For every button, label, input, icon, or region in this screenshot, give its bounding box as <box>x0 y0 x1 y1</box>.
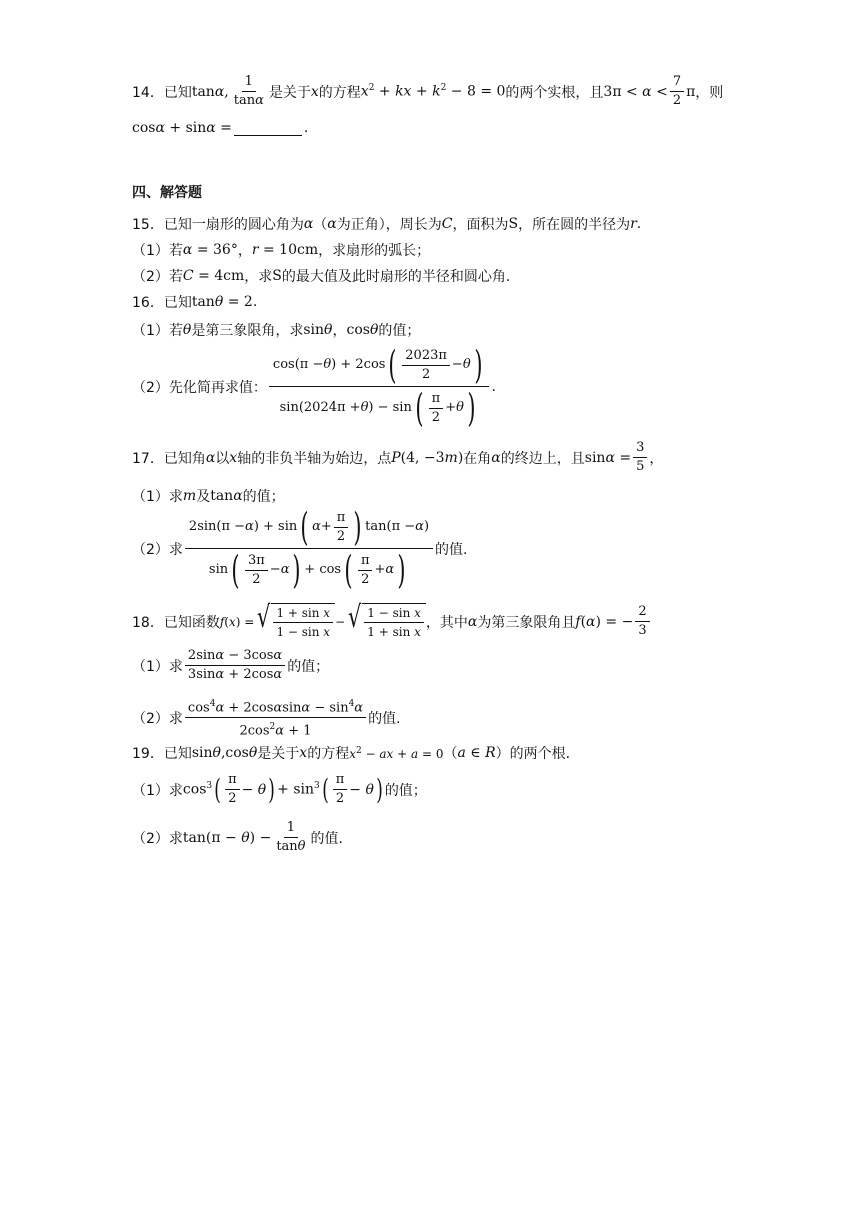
q15-stem: 15． 已知一扇形的圆心角为 α （ α 为正角），周长为 C ，面积为 S ，所在圆的半径为 r . <box>132 216 642 233</box>
q14-equation: $x^2$ + kx + $k^2 - 8 = 0$ <box>360 83 506 100</box>
section-heading: 四、解答题 <box>132 185 202 201</box>
q18-stem: 18． 已知函数 f(x) = √ $\frac{\text{1 + sin x}}{\text{1 − sin x}}$ − √ $\frac{\text{1 − sin x}}{\text{1 + sin x}}$ ，其中 α 为第三象限角且 f(α) = − $\frac{2}{3}$ <box>132 603 652 640</box>
q14-range: 3π < α < <box>603 83 668 100</box>
q18-part1: （1）求 $\frac{2\sin\alpha - 3\cos\alpha}{3\sin\alpha + 2\cos\alpha}$ 的值； <box>132 648 330 682</box>
q16-fraction: cos(π − θ ) + 2cos ( $\frac{2023\pi}{2}$ − θ ) sin(2024π + θ ) − sin ( $\frac{\pi}{2}$ + θ ) <box>269 346 490 427</box>
q18-part2: （2）求 $\frac{\cos^4\alpha + 2\cos\alpha\sin\alpha - \sin^4\alpha}{2\cos^2\alpha + 1}$ 的值. <box>132 696 401 740</box>
q17-part1: （1）求 m 及 tanα 的值； <box>132 488 285 505</box>
q15-part2: （2）若 C = 4cm ，求 S 的最大值及此时扇形的半径和圆心角. <box>132 268 511 285</box>
q15-part1: （1）若 α = 36° ， r = 10cm ，求扇形的弧长； <box>132 242 431 259</box>
q17-part2: （2）求 2sin(π − α ) + sin ( α + $\frac{\pi}{2}$ ) tan(π − α ) sin ( $\frac{3\pi}{2}$ − α ) + cos ( $\frac{\pi}{2}$ + α ) 的值. <box>132 505 468 592</box>
q16-part2: （2）先化简再求值： cos(π − θ ) + 2cos ( $\frac{2023\pi}{2}$ − θ ) sin(2024π + θ ) − sin ( $\frac{\pi}{2}$ + θ ) . <box>132 343 496 430</box>
answer-blank[interactable] <box>234 121 302 136</box>
q14-line1: 14． 已知 tanα, $\frac{1}{\tan\alpha}$ 是关于 x 的方程 $x^2$ + kx + $k^2 - 8 = 0$ 的两个实根，且 3π < α < $\frac{7}{2}$ π ，则 <box>132 74 724 108</box>
q17-stem: 17． 已知角 α 以 x 轴的非负半轴为始边，点 P(4, −3m) 在角 α 的终边上，且 sinα = $\frac{3}{5}$ ， <box>132 440 664 474</box>
q14-line2: cosα + sinα = . <box>132 120 309 136</box>
q19-part1: （1）求 $\cos^3$ ( $\frac{\pi}{2}$ − θ ) + $\sin^3$ ( $\frac{\pi}{2}$ − θ ) 的值； <box>132 772 427 806</box>
q19-part2: （2）求 tan(π − θ) − $\frac{1}{\tan\theta}$ 的值. <box>132 820 343 854</box>
q14-fraction: $\frac{1}{\tan\alpha}$ <box>233 74 264 108</box>
q19-stem: 19． 已知 sinθ,cosθ 是关于 x 的方程 $x^2$ − ax + a = 0 （ a ∈ R ）的两个根. <box>132 745 571 762</box>
q16-part1: （1）若 θ 是第三象限角，求 sinθ ， cosθ 的值； <box>132 322 421 339</box>
q17-fraction: 2sin(π − α ) + sin ( α + $\frac{\pi}{2}$ ) tan(π − α ) sin ( $\frac{3\pi}{2}$ − α ) + cos ( $\frac{\pi}{2}$ + α ) <box>185 508 433 589</box>
q16-stem: 16． 已知 tanθ = 2 . <box>132 294 258 311</box>
q14-number: 14． <box>132 84 164 101</box>
